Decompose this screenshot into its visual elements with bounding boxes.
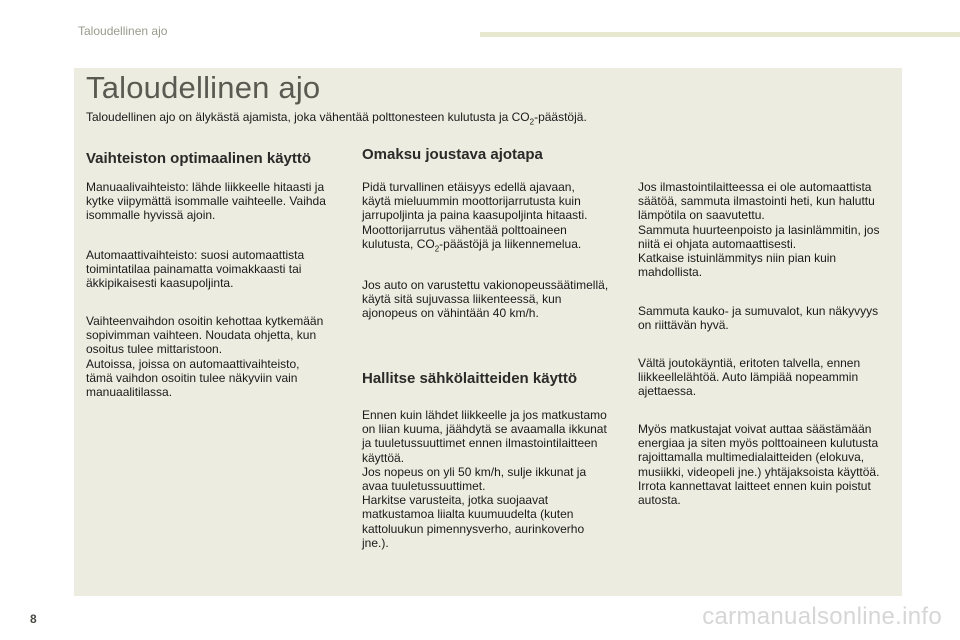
heading-driving-style: Omaksu joustava ajotapa <box>362 146 543 163</box>
co2-text: kulutusta, CO <box>362 236 435 251</box>
para-ventilation <box>362 408 624 550</box>
text-line: on liian kuuma, jäähdytä se avaamalla ikkunat <box>362 422 607 437</box>
header-bar <box>480 32 960 37</box>
co2-subscript: 2 <box>434 244 440 254</box>
text-line: Automaattivaihteisto: suosi automaattista <box>86 248 305 262</box>
text-line: energiaa ja siten myös polttoaineen kulutusta <box>638 436 879 451</box>
para-passengers <box>638 422 896 507</box>
text-line: jarrupoljinta ja paina kaasupoljinta hitaasti. <box>362 208 588 223</box>
text-line: Pidä turvallinen etäisyys edellä ajavaan, <box>362 180 575 194</box>
text-line: Jos auto on varustettu vakionopeussäätimellä, <box>362 278 609 292</box>
text-line: on riittävän hyvä. <box>638 318 729 333</box>
text-line: toimintatilaa painamatta voimakkaasti tai <box>86 262 302 277</box>
text-line: osoitus tulee mittaristoon. <box>86 342 223 357</box>
text-line: niitä ei ohjata automaattisesti. <box>638 236 797 251</box>
running-header: Taloudellinen ajo <box>78 24 168 38</box>
text-line: Jos nopeus on yli 50 km/h, sulje ikkunat ja <box>362 464 587 479</box>
text-line: Katkaise istuinlämmitys niin pian kuin <box>638 251 837 266</box>
text-line: käytä mieluummin moottorijarrutusta kuin <box>362 194 581 209</box>
watermark: carmanualsonline.info <box>702 603 942 630</box>
text-line: sopivimman vaihteen. Noudata ohjetta, kun <box>86 328 317 343</box>
intro-text-end: -päästöjä. <box>534 110 587 124</box>
text-line: Vältä joutokäyntiä, eritoten talvella, ennen <box>638 356 861 370</box>
para-lights <box>638 304 896 332</box>
text-line: Ennen kuin lähdet liikkeelle ja jos matkustamo <box>362 408 607 422</box>
text-line: matkustamoa liialta kuumuudelta (kuten <box>362 507 574 522</box>
text-line: autosta. <box>638 493 681 508</box>
heading-gearbox: Vaihteiston optimaalinen käyttö <box>86 150 312 167</box>
intro-text <box>86 110 886 129</box>
text-line: manuaalitilassa. <box>86 385 173 400</box>
para-safe-distance <box>362 180 624 256</box>
text-line: isommalle hyvissä ajoin. <box>86 208 216 223</box>
text-line: käytä sitä sujuvassa liikenteessä, kun <box>362 292 562 307</box>
para-safe-distance-last-line <box>362 237 624 257</box>
text-line: Moottorijarrutus vähentää polttoaineen <box>362 222 567 237</box>
text-line: Jos ilmastointilaitteessa ei ole automaattista <box>638 180 872 194</box>
text-line: ajonopeus on vähintään 40 km/h. <box>362 306 539 321</box>
text-line: äkkipikaisesti kaasupoljinta. <box>86 276 234 291</box>
text-line: mahdollista. <box>638 265 703 280</box>
text-line: liikkeellelähtöä. Auto lämpiää nopeammin <box>638 370 859 385</box>
heading-electrical: Hallitse sähkölaitteiden käyttö <box>362 370 578 387</box>
intro-text-main: Taloudellinen ajo on älykästä ajamista, joka vähentää polttonesteen kulutusta ja CO <box>86 110 530 124</box>
para-safe-distance-lines <box>362 180 624 237</box>
text-line: ajettaessa. <box>638 384 697 399</box>
text-line: kytke viipymättä isommalle vaihteelle. Vaihda <box>86 194 326 209</box>
para-air-conditioning <box>638 180 896 279</box>
text-line: Manuaalivaihteisto: lähde liikkeelle hitaasti ja <box>86 180 325 194</box>
intro-subscript: 2 <box>529 117 535 127</box>
page-title: Taloudellinen ajo <box>86 70 321 105</box>
text-line: Harkitse varusteita, jotka suojaavat <box>362 493 549 508</box>
para-idling <box>638 356 896 399</box>
text-line: käyttöä. <box>362 450 405 465</box>
text-line: Sammuta kauko- ja sumuvalot, kun näkyvyys <box>638 304 879 318</box>
text-line: jne.). <box>362 535 389 550</box>
text-line: Irrota kannettavat laitteet ennen kuin poistut <box>638 478 871 493</box>
text-line: kattoluukun pimennysverho, aurinkoverho <box>362 521 585 536</box>
text-line: Myös matkustajat voivat auttaa säästämään <box>638 422 872 436</box>
co2-text-end: -päästöjä ja liikennemelua. <box>439 236 582 251</box>
text-line: säätöä, sammuta ilmastointi heti, kun haluttu <box>638 194 875 209</box>
text-line: ja tuuletussuuttimet ennen ilmastointilaitteen <box>362 436 598 451</box>
text-line: rajoittamalla multimedialaitteiden (elokuva, <box>638 450 865 465</box>
text-line: tämä vaihdon osoitin tulee näkyviin vain <box>86 370 298 385</box>
text-line: Sammuta huurteenpoisto ja lasinlämmitin, jos <box>638 222 880 237</box>
para-cruise-control <box>362 278 624 321</box>
text-line: Vaihteenvaihdon osoitin kehottaa kytkemään <box>86 314 324 328</box>
text-line: lämpötila on saavutettu. <box>638 208 765 223</box>
para-automatic-gearbox <box>86 248 346 291</box>
text-line: avaa tuuletussuuttimet. <box>362 479 486 494</box>
para-manual-gearbox <box>86 180 346 223</box>
text-line: musiikki, videopeli jne.) yhtäjaksoista käyttöä. <box>638 464 880 479</box>
para-gear-indicator <box>86 314 346 399</box>
page-number: 8 <box>30 612 37 626</box>
text-line: Autoissa, joissa on automaattivaihteisto, <box>86 356 300 371</box>
